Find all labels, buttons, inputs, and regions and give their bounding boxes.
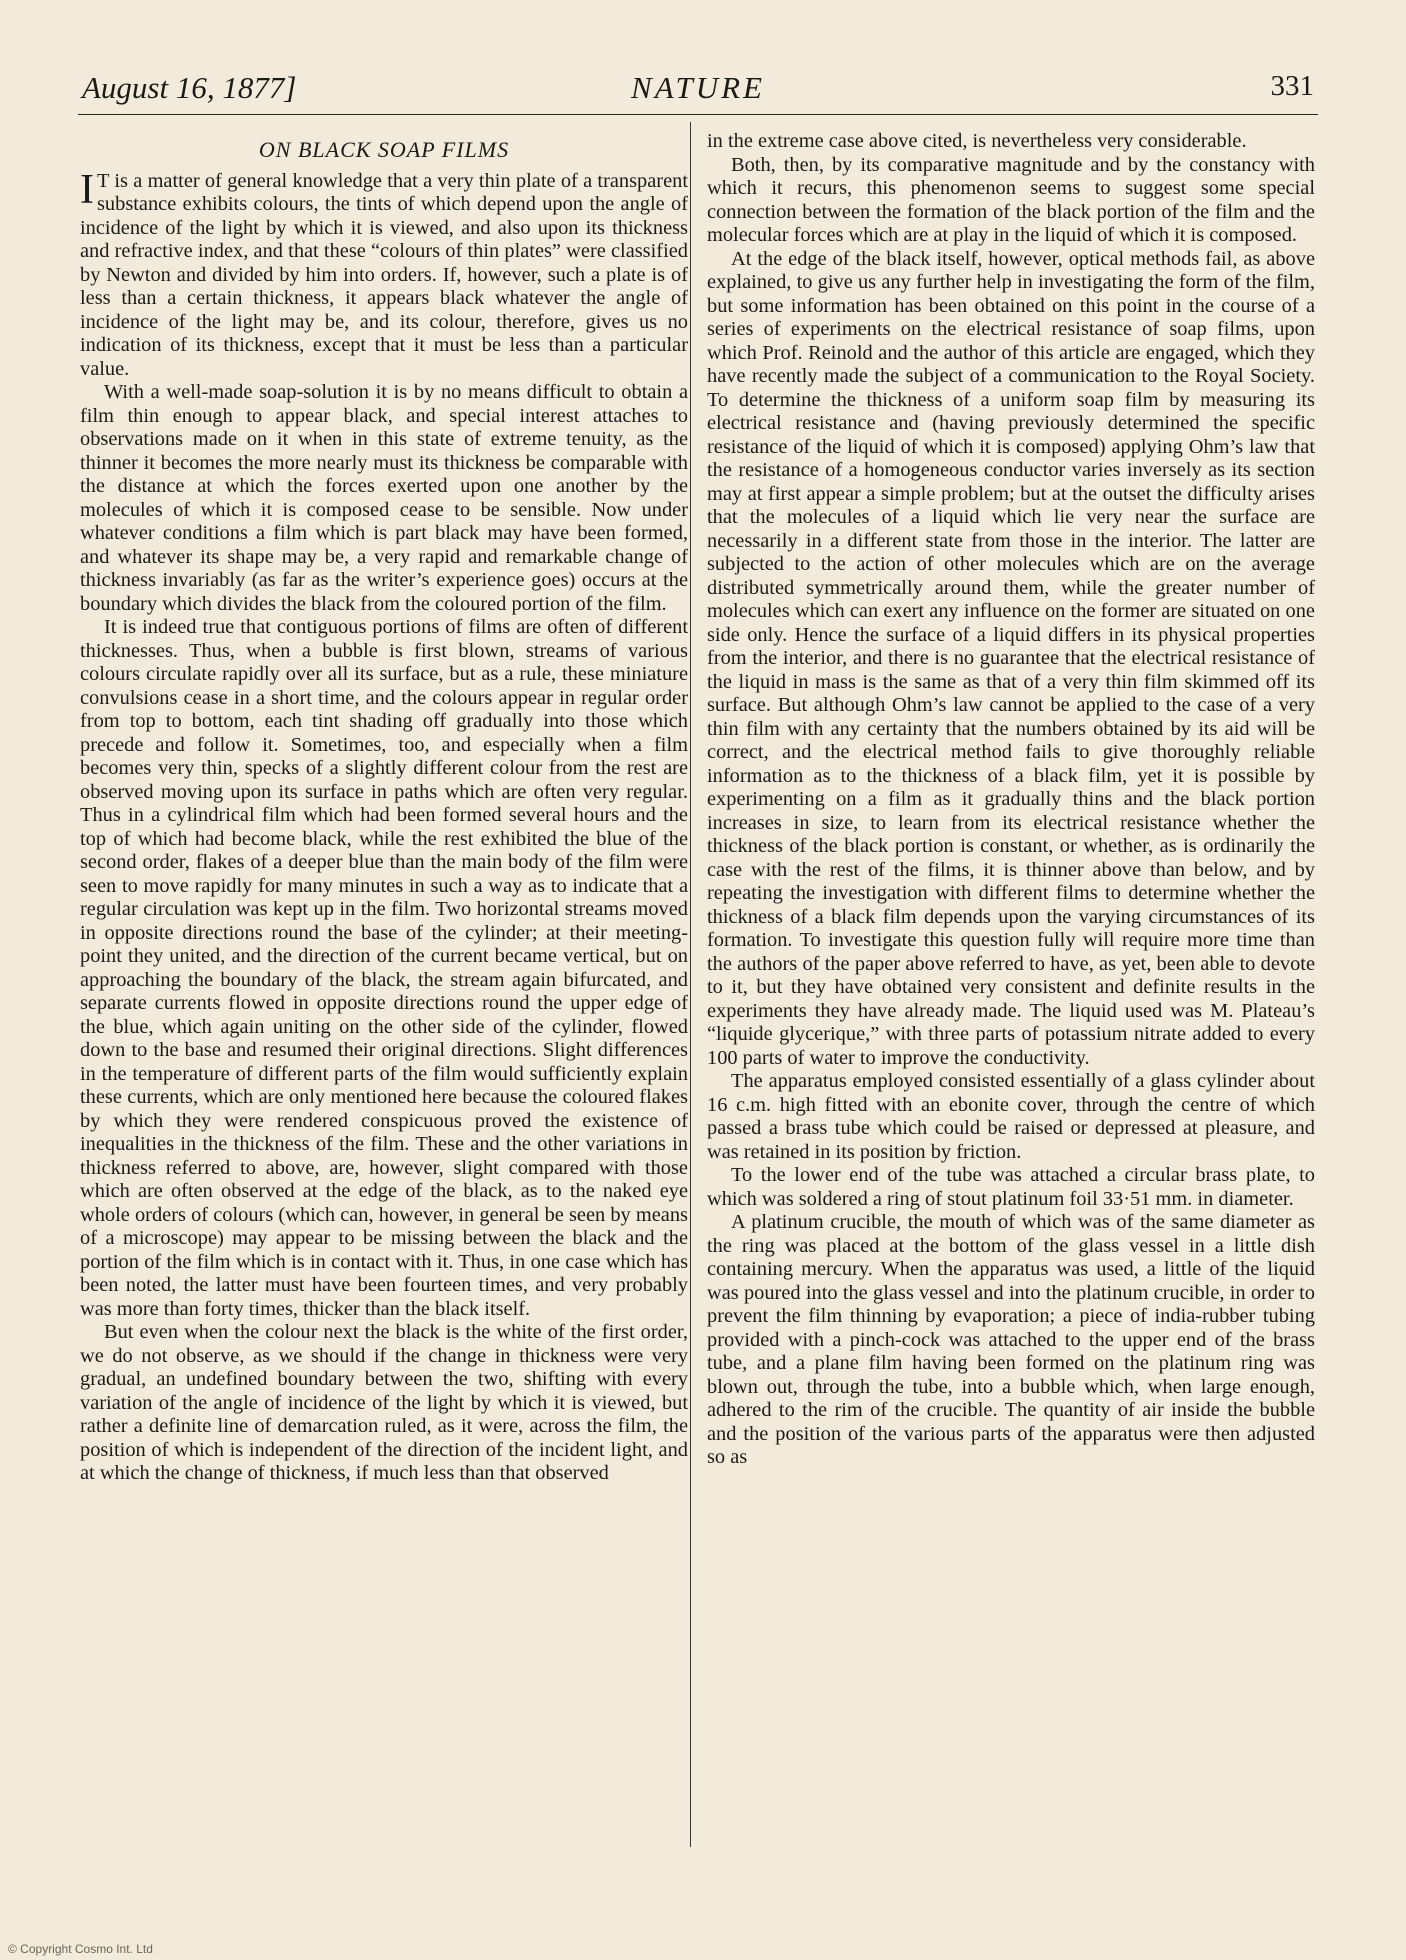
paragraph: A platinum crucible, the mouth of which was of the same diameter as the ring was placed at the bottom of the glass vessel in a little dish containing mercury. When the apparatus was used, a little of the liquid was poured into the glass vessel and into the platinum crucible, in order to prevent the film thinning by evaporation; a piece of india-rubber tubing provided with a pinch-cock was attached to the upper end of the brass tube, and a plane film having been formed on the platinum ring was blown out, through the tube, into a bubble which, when large enough, adhered to the rim of the crucible. The quantity of air inside the bubble and the position of the various parts of the apparatus were then adjusted so as — [707, 1211, 1315, 1468]
paragraph: in the extreme case above cited, is nevertheless very considerable. — [707, 130, 1247, 152]
paragraph: IT is a matter of general knowledge that a very thin plate of a transparent substance exhibits colours, the tints of which depend upon the angle of incidence of the light by which it is viewed, and also upon its thickness and refractive index, and that these “colours of thin plates” were classified by Newton and divided by him into orders. If, however, such a plate is of less than a certain thickness, it appears black whatever the angle of incidence of the light may be, and its colour, therefore, gives us no indication of its thickness, except that it must be less than a particular value. — [80, 166, 688, 380]
article-title: ON BLACK SOAP FILMS — [258, 137, 510, 162]
paragraph: At the edge of the black itself, however, optical methods fail, as above explained, to give us any further help in investigating the form of the film, but some information has been obtained on this point in the course of a series of experiments on the electrical resistance of soap films, upon which Prof. Reinold and the author of this article are engaged, which they have recently made the subject of a communication to the Royal Society. To determine the thickness of a uniform soap film by measuring its electrical resistance and (having previously determined the specific resistance of the liquid of which it is composed) applying Ohm’s law that the resistance of a homogeneous conductor varies inversely as its section may at first appear a simple problem; but at the outset the difficulty arises that the molecules of a liquid which lie very near the surface are necessarily in a different state from those in the interior. The latter are subjected to the action of other molecules which are on the average distributed symmetrically around them, while the greater number of molecules which can exert any influence on the former are situated on one side only. Hence the surface of a liquid differs in its physical properties from the interior, and there is no guarantee that the electrical resistance of the liquid in mass is the same as that of a very thin film skimmed off its surface. But although Ohm’s law cannot be applied to the case of a very thin film with any certainty that the numbers obtained by its aid will be correct, and the electrical method fails to give thoroughly reliable information as to the thickness of a black film, yet it is possible by experimenting on a film as it gradually thins and the black portion increases in size, to learn from its electrical resistance whether the thickness of the black portion is constant, or whether, as is ordinarily the case with the rest of the films, it is thinner above than below, and by repeating the investigation with different films to determine whether the thickness of a black film depends upon the varying circumstances of its formation. To investigate this question fully will require more time than the authors of the paper above referred to have, as yet, been able to devote to it, but they have obtained very consistent and definite results in the experiments they have already made. The liquid used was M. Plateau’s “liquide glycerique,” with three parts of potassium nitrate added to every 100 parts of water to improve the conductivity. — [707, 247, 1315, 1069]
paragraph: But even when the colour next the black is the white of the first order, we do not observe, as we should if the change in thickness were very gradual, an undefined boundary between the two, shifting with every variation of the angle of incidence of the light by which it is viewed, but rather a definite line of demarcation ruled, as it were, across the film, the position of which is independent of the direction of the incident light, and at which the change of thickness, if much less than that observed — [80, 1321, 688, 1484]
paragraph: The apparatus employed consisted essentially of a glass cylinder about 16 c.m. high fitted with an ebonite cover, through the centre of which passed a brass tube which could be raised or depressed at pleasure, and was retained in its position by friction. — [707, 1070, 1315, 1163]
left-column — [80, 138, 688, 1486]
page-number: 331 — [1270, 70, 1314, 102]
right-column — [707, 130, 1315, 1470]
column-divider — [690, 122, 691, 1847]
copyright-notice: © Copyright Cosmo Int. Ltd — [8, 1942, 153, 1956]
journal-title: NATURE — [631, 70, 765, 105]
paragraph: Both, then, by its comparative magnitude and by the constancy with which it recurs, this phenomenon seems to suggest some special connection between the formation of the black portion of the film and the molecular forces which are at play in the liquid of which it is composed. — [707, 153, 1315, 246]
page-header — [78, 68, 1318, 115]
paragraph: It is indeed true that contiguous portions of films are often of different thicknesses. Thus, when a bubble is first blown, streams of various colours circulate rapidly over all its surface, but as a rule, these miniature convulsions cease in a short time, and the colours appear in regular order from top to bottom, each tint shading off gradually into those which precede and follow it. Sometimes, too, and especially when a film becomes very thin, specks of a slightly different colour from the rest are observed moving upon its surface in paths which are often very regular. Thus in a cylindrical film which had been formed several hours and the top of which had become black, while the rest exhibited the blue of the second order, flakes of a deeper blue than the main body of the film were seen to move rapidly for many minutes in such a way as to indicate that a regular circulation was kept up in the film. Two horizontal streams moved in opposite directions round the base of the cylinder; at their meeting-point they united, and the direction of the current became vertical, but on approaching the boundary of the black, the stream again bifurcated, and separate currents flowed in opposite directions round the upper edge of the blue, which again uniting on the other side of the cylinder, flowed down to the base and resumed their original directions. Slight differences in the temperature of different parts of the film would sufficiently explain these currents, which are only mentioned here because the coloured flakes by which they were rendered conspicuous proved the existence of inequalities in the thickness of the film. These and the other variations in thickness referred to above, are, however, slight compared with those which are often observed at the edge of the black, as to the naked eye whole orders of colours (which can, however, in general be seen by means of a microscope) may appear to be missing between the black and the portion of the film which is in contact with it. Thus, in one case which has been noted, the latter must have been fourteen times, and very probably was more than forty times, thicker than the black itself. — [80, 616, 688, 1320]
paragraph: With a well-made soap-solution it is by no means difficult to obtain a film thin enough to appear black, and special interest attaches to observations made on it when in this state of extreme tenuity, as the thinner it becomes the more nearly must its thickness be comparable with the distance at which the forces exerted upon one another by the molecules of which it is composed cease to be sensible. Now under whatever conditions a film which is part black may have been formed, and whatever its shape may be, a very rapid and remarkable change of thickness invariably (as far as the writer’s experience goes) occurs at the boundary which divides the black from the coloured portion of the film. — [80, 381, 688, 615]
paragraph: To the lower end of the tube was attached a circular brass plate, to which was soldered a ring of stout platinum foil 33·51 mm. in diameter. — [707, 1164, 1315, 1210]
issue-date: August 16, 1877] — [82, 70, 297, 105]
